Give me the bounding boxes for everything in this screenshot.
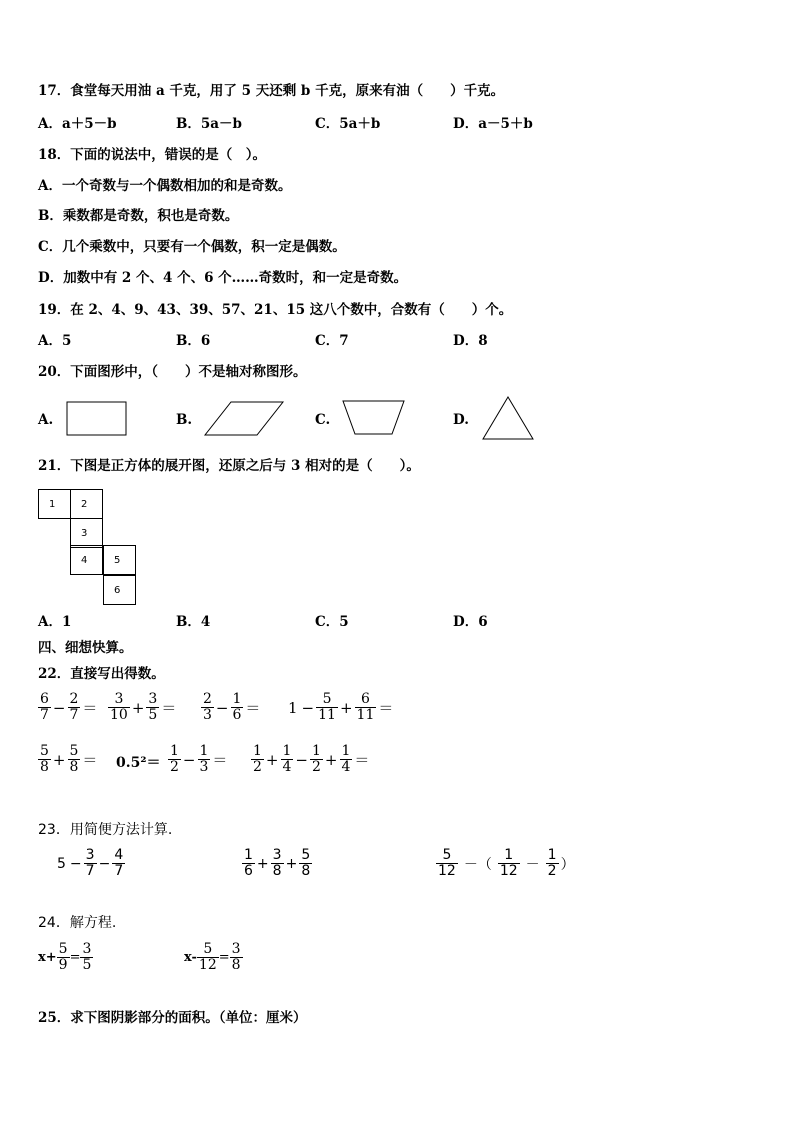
question-19-option-b[interactable]: B．6 bbox=[176, 333, 211, 349]
q24-equation-2: x- $\frac{5}{12}$ = $\frac{3}{8}$ bbox=[184, 941, 241, 973]
question-20-option-a[interactable]: A. bbox=[38, 412, 54, 428]
q23-expression-3: $\frac{5}{12}$ －（ $\frac{1}{12}$ － $\frac{1}{2}$ ） bbox=[438, 847, 575, 879]
cube-net-face-2: 2 bbox=[70, 489, 103, 519]
question-17-option-a[interactable]: A．a＋5－b bbox=[38, 116, 117, 132]
parallelogram-shape bbox=[202, 400, 286, 438]
question-21-option-b[interactable]: B．4 bbox=[176, 614, 211, 630]
question-19-option-a[interactable]: A．5 bbox=[38, 333, 72, 349]
section-heading: 四、细想快算。 bbox=[38, 640, 133, 656]
cube-net-face-6: 6 bbox=[103, 575, 136, 605]
question-17-option-d[interactable]: D．a－5＋b bbox=[453, 116, 533, 132]
triangle-shape bbox=[481, 395, 535, 441]
cube-net-face-5: 5 bbox=[103, 545, 136, 575]
question-17-option-b[interactable]: B．5a－b bbox=[176, 116, 242, 132]
question-18-option-d[interactable]: D．加数中有 2 个、4 个、6 个……奇数时，和一定是奇数。 bbox=[38, 270, 408, 286]
question-19-option-d[interactable]: D．8 bbox=[453, 333, 488, 349]
q22-expression-5: $\frac{5}{8}$ + $\frac{5}{8}$ ＝ bbox=[40, 743, 98, 775]
question-17-option-c[interactable]: C．5a＋b bbox=[315, 116, 381, 132]
question-21-option-c[interactable]: C．5 bbox=[315, 614, 349, 630]
question-19-option-c[interactable]: C．7 bbox=[315, 333, 349, 349]
question-18-option-b[interactable]: B．乘数都是奇数，积也是奇数。 bbox=[38, 208, 239, 224]
q22-expression-7: $\frac{1}{2}$ − $\frac{1}{3}$ ＝ bbox=[170, 743, 228, 775]
question-18-option-c[interactable]: C．几个乘数中，只要有一个偶数，积一定是偶数。 bbox=[38, 239, 346, 255]
question-20-option-c[interactable]: C. bbox=[315, 412, 331, 428]
question-23-stem: 23．用简便方法计算. bbox=[38, 822, 173, 838]
q22-expression-1: $\frac{6}{7}$ − $\frac{2}{7}$ ＝ bbox=[40, 691, 98, 723]
question-22-stem: 22．直接写出得数。 bbox=[38, 666, 165, 682]
cube-net-face-1: 1 bbox=[38, 489, 71, 519]
rectangle-shape bbox=[66, 401, 128, 437]
q24-equation-1: x+ $\frac{5}{9}$ = $\frac{3}{5}$ bbox=[38, 941, 92, 973]
question-18-stem: 18．下面的说法中，错误的是（ ）。 bbox=[38, 147, 267, 163]
q22-expression-3: $\frac{2}{3}$ − $\frac{1}{6}$ ＝ bbox=[203, 691, 261, 723]
q23-expression-1: 5 − $\frac{3}{7}$ − $\frac{4}{7}$ bbox=[57, 847, 124, 879]
q22-expression-6: 0.5²＝ bbox=[116, 755, 161, 771]
q22-expression-8: $\frac{1}{2}$ + $\frac{1}{4}$ − $\frac{1}{2}$ + $\frac{1}{4}$ ＝ bbox=[253, 743, 370, 775]
question-20-option-d[interactable]: D. bbox=[453, 412, 469, 428]
question-21-stem: 21．下图是正方体的展开图，还原之后与 3 相对的是（ ）。 bbox=[38, 458, 420, 474]
trapezoid-shape bbox=[341, 399, 407, 437]
question-24-stem: 24．解方程. bbox=[38, 915, 117, 931]
question-17-stem: 17．食堂每天用油 a 千克，用了 5 天还剩 b 千克，原来有油（ ）千克。 bbox=[38, 83, 505, 99]
q23-expression-2: $\frac{1}{6}$ + $\frac{3}{8}$ + $\frac{5}{8}$ bbox=[244, 847, 311, 879]
cube-net-face-3: 3 bbox=[70, 518, 103, 548]
question-20-option-b[interactable]: B. bbox=[176, 412, 193, 428]
cube-net-face-4: 4 bbox=[70, 545, 103, 575]
question-18-option-a[interactable]: A．一个奇数与一个偶数相加的和是奇数。 bbox=[38, 178, 292, 194]
q22-expression-4: 1 − $\frac{5}{11}$ + $\frac{6}{11}$ ＝ bbox=[288, 691, 394, 723]
question-20-stem: 20．下面图形中，（ ）不是轴对称图形。 bbox=[38, 364, 307, 380]
question-21-option-a[interactable]: A．1 bbox=[38, 614, 72, 630]
question-25-stem: 25．求下图阴影部分的面积。（单位：厘米） bbox=[38, 1010, 307, 1026]
question-19-stem: 19．在 2、4、9、43、39、57、21、15 这八个数中，合数有（ ）个。 bbox=[38, 302, 513, 318]
question-21-option-d[interactable]: D．6 bbox=[453, 614, 488, 630]
q22-expression-2: $\frac{3}{10}$ + $\frac{3}{5}$ ＝ bbox=[110, 691, 177, 723]
